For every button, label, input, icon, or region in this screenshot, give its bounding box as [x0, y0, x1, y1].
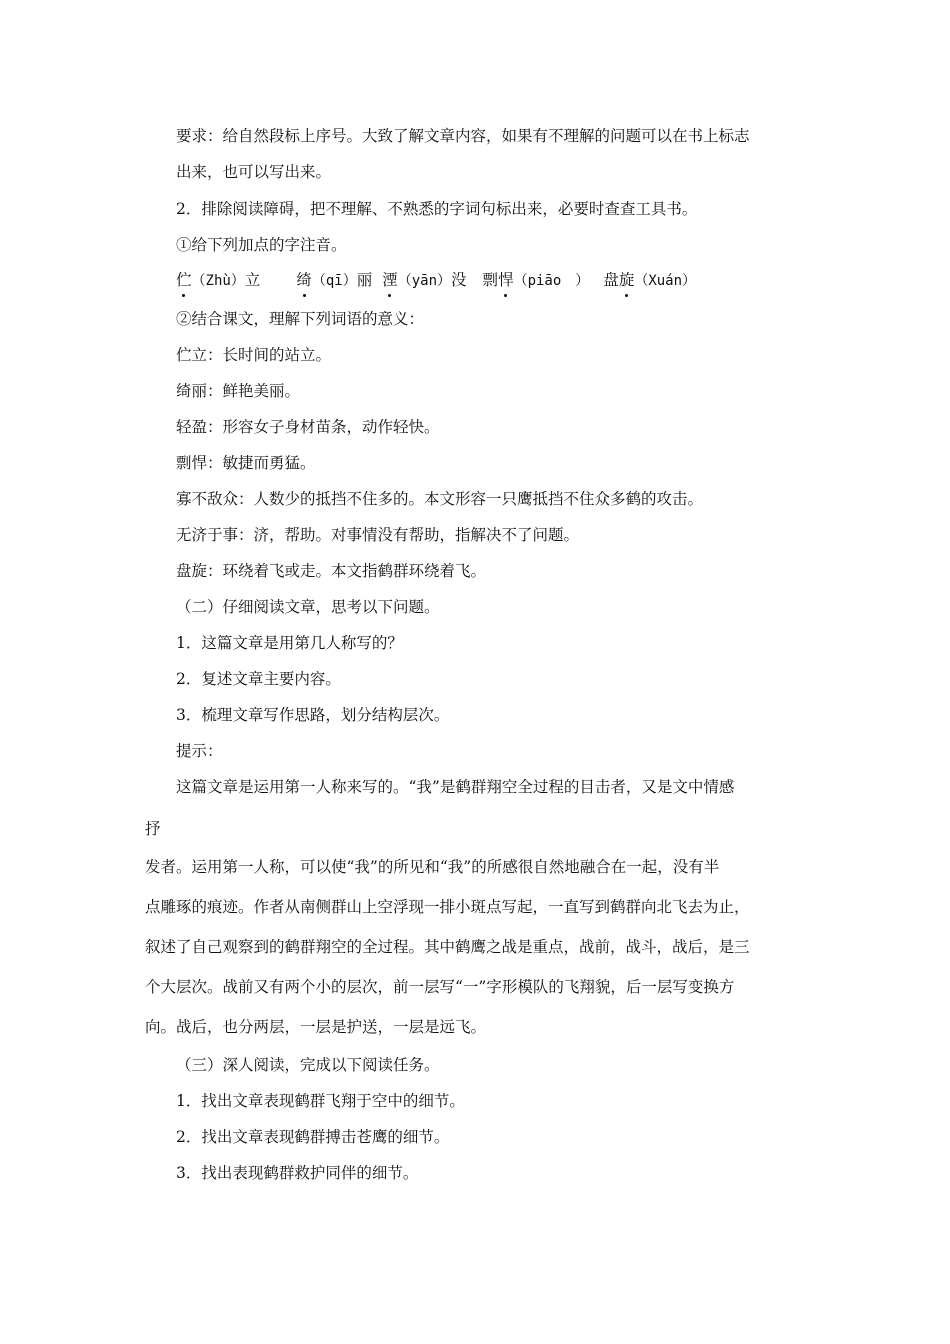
definition-zhuli: 伫立：长时间的站立。	[176, 346, 332, 364]
dotted-char: 伫	[176, 271, 192, 289]
question-3: 3．梳理文章写作思路，划分结构层次。	[176, 706, 450, 724]
hint-paragraph-line-6: 个大层次。战前又有两个小的层次，前一层写“一”字形模队的飞翔貌，后一层写变换方	[145, 978, 735, 996]
requirement-line-2: 出来，也可以写出来。	[176, 163, 332, 181]
section-2-heading: （二）仔细阅读文章，思考以下问题。	[176, 598, 440, 616]
word-rest: 立	[244, 271, 261, 289]
word-yanmo	[382, 271, 466, 289]
section-3-heading: （三）深人阅读，完成以下阅读任务。	[176, 1056, 440, 1074]
phonetic-instruction: ①给下列加点的字注音。	[176, 236, 347, 254]
word-piaohan	[483, 271, 590, 289]
word-rest: 丽	[356, 271, 373, 289]
pinyin: （Xuán）	[634, 273, 697, 289]
dotted-char: 悍	[498, 271, 514, 289]
task-1: 1．找出文章表现鹤群飞翔于空中的细节。	[176, 1092, 465, 1110]
pinyin: （piāo ）	[513, 273, 590, 289]
definition-panxuan: 盘旋：环绕着飞或走。本文指鹤群环绕着飞。	[176, 562, 487, 580]
hint-paragraph-line-4: 点雕琢的痕迹。作者从南侧群山上空浮现一排小斑点写起，一直写到鹤群向北飞去为止，	[145, 898, 750, 916]
definition-wujiyushi: 无济于事：济，帮助。对事情没有帮助，指解决不了问题。	[176, 526, 580, 544]
question-1: 1．这篇文章是用第几人称写的？	[176, 634, 403, 652]
dotted-char: 旋	[618, 271, 635, 289]
definition-qingying: 轻盈：形容女子身材苗条，动作轻快。	[176, 418, 440, 436]
word-rest: 没	[451, 271, 467, 289]
definition-qili: 绮丽：鲜艳美丽。	[176, 382, 301, 400]
task-2: 2．找出文章表现鹤群搏击苍鹰的细节。	[176, 1128, 450, 1146]
definition-piaohan: 剽悍：敏捷而勇猛。	[176, 454, 316, 472]
task-2-line: 2．排除阅读障碍，把不理解、不熟悉的字词句标出来，必要时查查工具书。	[176, 200, 698, 218]
requirement-line-1: 要求：给自然段标上序号。大致了解文章内容，如果有不理解的问题可以在书上标志	[176, 127, 750, 145]
hint-paragraph-line-7: 向。战后，也分两层，一层是护送，一层是远飞。	[145, 1018, 487, 1036]
word-pre: 盘	[603, 271, 619, 289]
hint-paragraph-line-5: 叙述了自己观察到的鹤群翔空的全过程。其中鹤鹰之战是重点，战前，战斗，战后，是三	[145, 938, 750, 956]
dotted-char: 绮	[296, 271, 312, 289]
hint-paragraph-line-2: 抒	[145, 820, 161, 838]
pinyin: （qī）	[311, 273, 357, 289]
hint-paragraph-line-1: 这篇文章是运用第一人称来写的。“我”是鹤群翔空全过程的目击者，又是文中情感	[176, 778, 735, 796]
word-pre: 剽	[482, 271, 499, 289]
phonetic-words-line	[176, 270, 696, 291]
pinyin: （Zhù）	[191, 273, 245, 289]
word-qili	[296, 271, 372, 289]
task-3: 3．找出表现鹤群救护同伴的细节。	[176, 1164, 419, 1182]
dotted-char: 湮	[382, 271, 398, 289]
pinyin: （yān）	[397, 273, 452, 289]
hint-paragraph-line-3: 发者。运用第一人称，可以使“我”的所见和“我”的所感很自然地融合在一起，没有半	[145, 858, 720, 876]
meaning-instruction: ②结合课文，理解下列词语的意义：	[176, 310, 425, 328]
word-panxuan	[603, 271, 696, 289]
question-2: 2．复述文章主要内容。	[176, 670, 341, 688]
hint-label: 提示：	[176, 742, 223, 760]
definition-guabudizhong: 寡不敌众：人数少的抵挡不住多的。本文形容一只鹰抵挡不住众多鹤的攻击。	[176, 490, 704, 508]
word-zhuli	[176, 271, 260, 289]
